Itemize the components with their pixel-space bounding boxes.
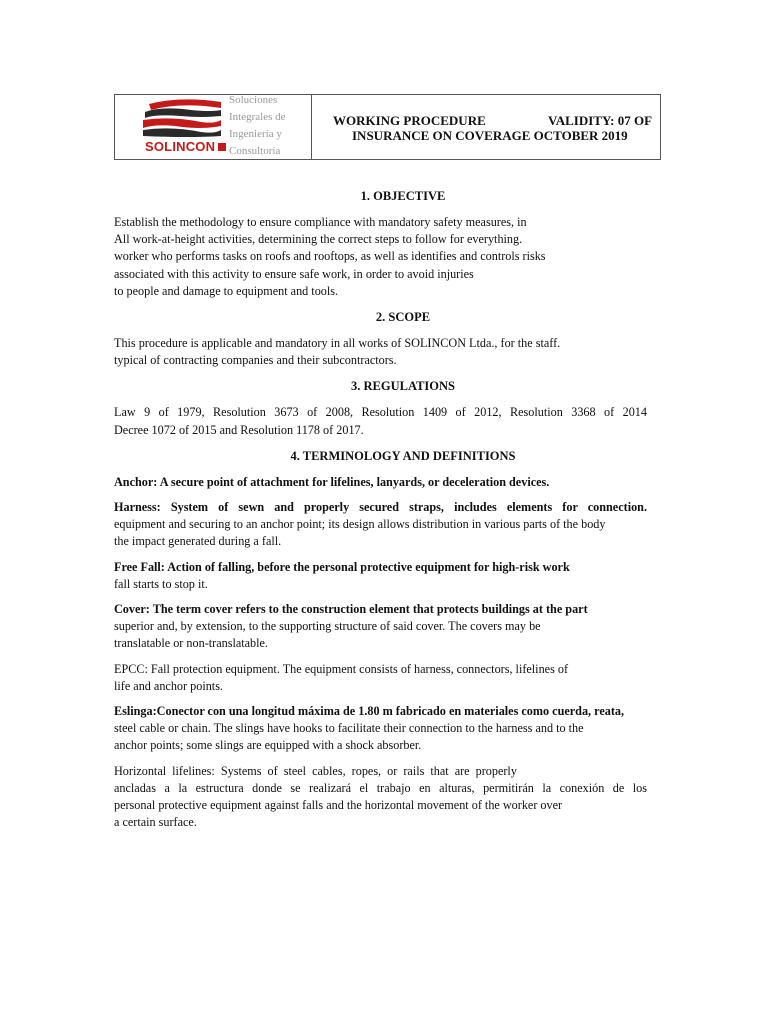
paragraph-line: a certain surface. xyxy=(114,815,197,830)
section-heading-scope: 2. SCOPE xyxy=(375,310,431,325)
paragraph-line: equipment and securing to an anchor point; its design allows distribution in various parts of the body xyxy=(114,517,606,532)
logo-tagline-line: Consultoría xyxy=(229,145,281,157)
logo-brand-mark xyxy=(218,143,226,151)
definition-free-fall-title: Free Fall: Action of falling, before the personal protective equipment for high-risk work xyxy=(114,559,570,574)
paragraph-line: This procedure is applicable and mandatory in all works of SOLINCON Ltda., for the staff. xyxy=(114,336,561,351)
definition-horizontal-lifelines xyxy=(114,763,692,832)
definition-harness xyxy=(114,499,692,551)
paragraph-line: the impact generated during a fall. xyxy=(114,534,282,549)
paragraph-line: steel cable or chain. The slings have hooks to facilitate their connection to the harness and to the xyxy=(114,721,584,736)
section-heading-terminology: 4. TERMINOLOGY AND DEFINITIONS xyxy=(290,448,516,463)
definition-cover xyxy=(114,601,692,653)
section-heading-regulations: 3. REGULATIONS xyxy=(351,379,455,394)
solincon-logo-mark xyxy=(141,98,223,138)
logo-brand-name: SOLINCON xyxy=(145,139,216,154)
paragraph-line: translatable or non-translatable. xyxy=(114,636,268,651)
paragraph-line: associated with this activity to ensure safe work, in order to avoid injuries xyxy=(114,266,474,281)
definition-free-fall xyxy=(114,559,692,593)
definition-eslinga xyxy=(114,703,692,755)
company-logo xyxy=(115,95,312,159)
definition-epcc xyxy=(114,661,692,695)
document-body xyxy=(114,187,692,839)
section-heading-objective: 1. OBJECTIVE xyxy=(360,189,446,203)
validity-label: VALIDITY: 07 OF xyxy=(548,113,653,128)
paragraph-line: Establish the methodology to ensure compliance with mandatory safety measures, in xyxy=(114,215,527,229)
paragraph-line: ancladas a la estructura donde se realizará el trabajo en alturas, permitirán la conexión de los xyxy=(114,780,647,795)
document-title-block xyxy=(311,95,660,159)
logo-tagline xyxy=(229,92,286,160)
logo-tagline-line: Ingeniería y xyxy=(229,128,282,140)
regulations-paragraph xyxy=(114,404,692,438)
paragraph-line: All work-at-height activities, determining the correct steps to follow for everything. xyxy=(114,232,523,247)
paragraph-line: EPCC: Fall protection equipment. The equipment consists of harness, connectors, lifelines of xyxy=(114,661,569,676)
definition-eslinga-title: Eslinga:Conector con una longitud máxima de 1.80 m fabricado en materiales como cuerda, reata, xyxy=(114,704,625,719)
procedure-title: WORKING PROCEDURE xyxy=(333,113,486,128)
logo-tagline-line: Integrales de xyxy=(229,111,286,123)
paragraph-line: Decree 1072 of 2015 and Resolution 1178 of 2017. xyxy=(114,422,364,437)
paragraph-line: fall starts to stop it. xyxy=(114,576,208,591)
procedure-subtitle: INSURANCE ON COVERAGE OCTOBER 2019 xyxy=(352,128,628,143)
objective-paragraph xyxy=(114,214,692,300)
logo-tagline-line: Soluciones xyxy=(229,94,278,106)
paragraph-line: life and anchor points. xyxy=(114,678,223,693)
paragraph-line: anchor points; some slings are equipped with a shock absorber. xyxy=(114,738,422,753)
paragraph-line: Horizontal lifelines: Systems of steel cables, ropes, or rails that are properly xyxy=(114,763,517,778)
paragraph-line: typical of contracting companies and their subcontractors. xyxy=(114,353,397,368)
definition-anchor xyxy=(114,474,692,491)
definition-anchor-text: Anchor: A secure point of attachment for lifelines, lanyards, or deceleration devices. xyxy=(114,474,550,489)
document-header xyxy=(114,94,661,160)
scope-paragraph xyxy=(114,335,692,369)
paragraph-line: superior and, by extension, to the supporting structure of said cover. The covers may be xyxy=(114,619,541,634)
paragraph-line: personal protective equipment against falls and the horizontal movement of the worker over xyxy=(114,798,563,813)
paragraph-line: to people and damage to equipment and tools. xyxy=(114,283,339,298)
paragraph-line: Law 9 of 1979, Resolution 3673 of 2008, Resolution 1409 of 2012, Resolution 3368 of 2014 xyxy=(114,405,647,420)
definition-harness-title: Harness: System of sewn and properly secured straps, includes elements for connection. xyxy=(114,500,647,515)
definition-cover-title: Cover: The term cover refers to the construction element that protects buildings at the part xyxy=(114,602,588,617)
paragraph-line: worker who performs tasks on roofs and rooftops, as well as identifies and controls risks xyxy=(114,249,546,264)
